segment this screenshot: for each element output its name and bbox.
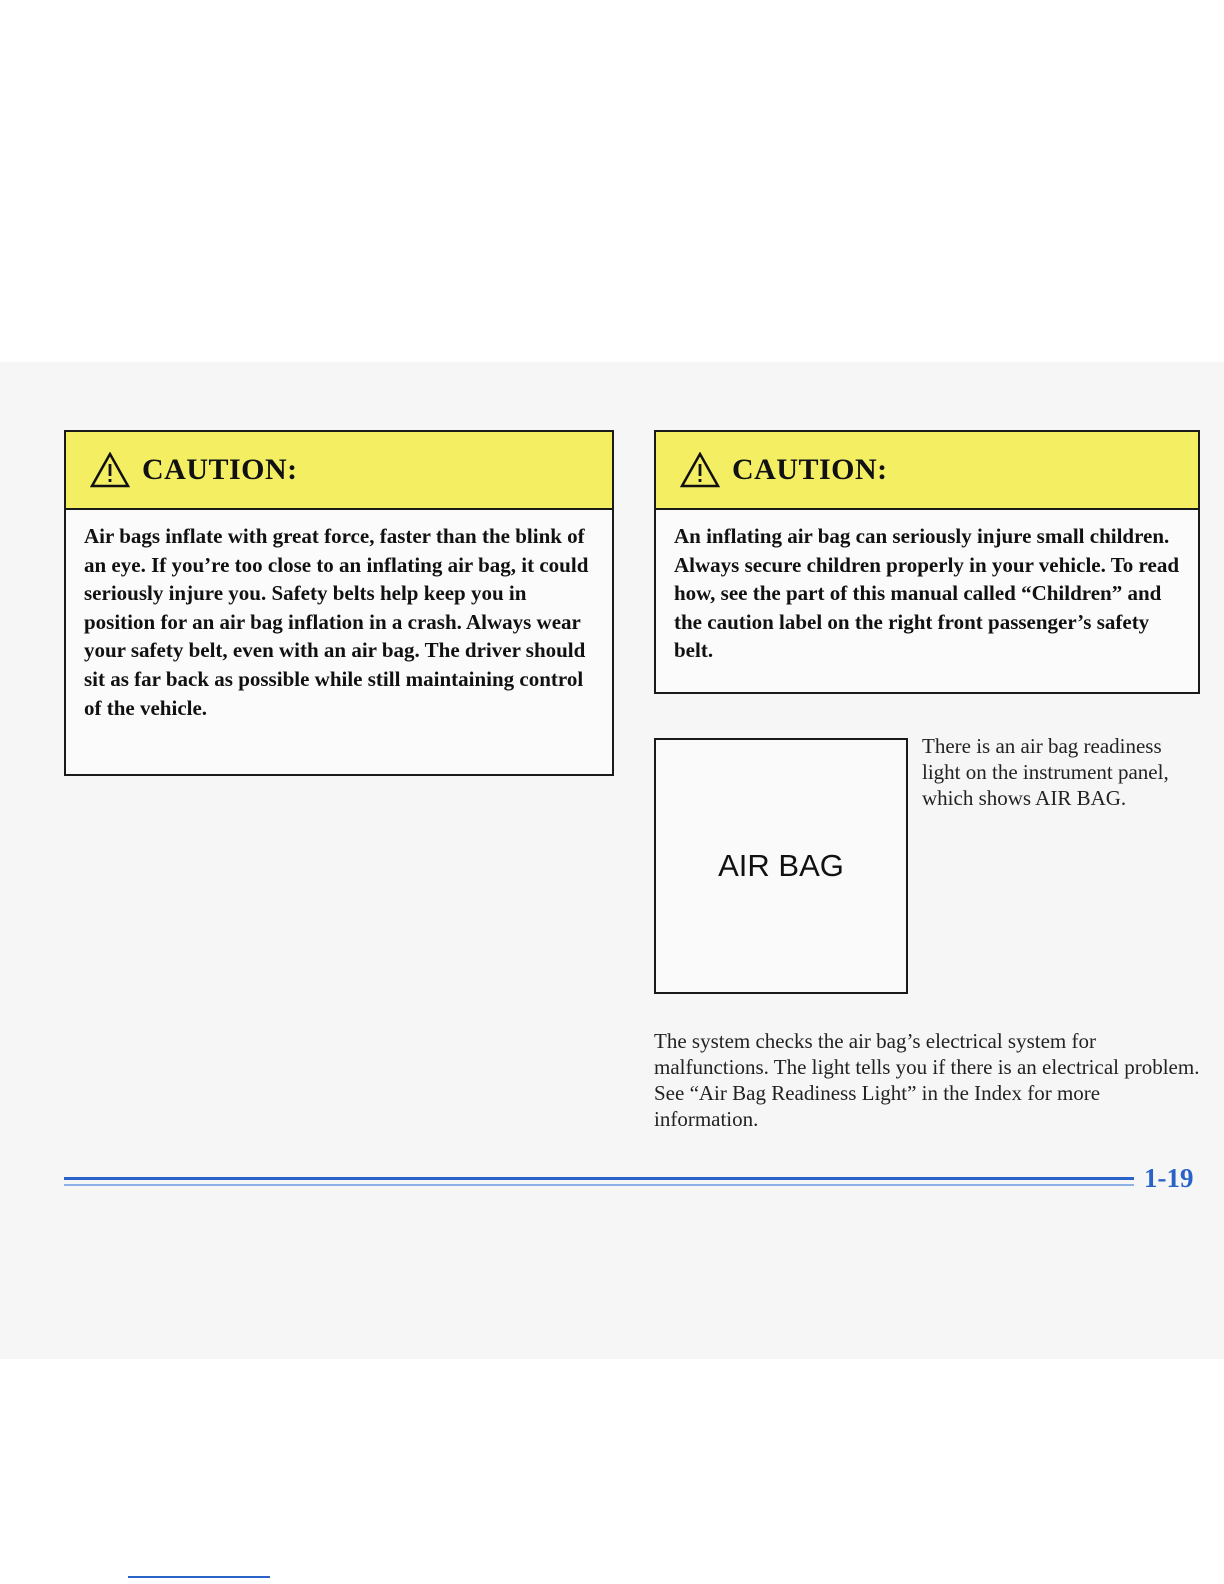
caution-title-left: CAUTION: (142, 453, 298, 486)
air-bag-indicator-image (654, 738, 908, 994)
caution-body-left: Air bags inflate with great force, faster than the blink of an eye. If you’re too close to an inflating air bag, it could seriously injure you. Safety belts help keep you in position for an air bag inflation in a crash. Always wear your safety belt, even with an air bag. The driver should sit as far back as possible while still maintaining control of the vehicle. (84, 524, 589, 720)
indicator-description: There is an air bag readiness light on the instrument panel, which shows AIR BAG. (922, 734, 1169, 810)
caution-title-right: CAUTION: (732, 453, 888, 486)
bottom-link-line (128, 1576, 270, 1578)
page-number: 1-19 (1144, 1163, 1194, 1193)
caution-box-right (654, 430, 1200, 694)
caution-header-left (66, 432, 612, 510)
system-paragraph: The system checks the air bag’s electrical system for malfunctions. The light tells you if there is an electrical problem. See “Air Bag Readiness Light” in the Index for more information. (654, 1029, 1200, 1131)
caution-box-left (64, 430, 614, 776)
air-bag-indicator-label: AIR BAG (718, 848, 844, 883)
footer-rule (64, 1177, 1134, 1180)
caution-body-right: An inflating air bag can seriously injure small children. Always secure children properly in your vehicle. To read how, see the part of this manual called “Children” and the caution label on the right front passenger’s safety belt. (674, 524, 1179, 663)
footer-rule-secondary (64, 1184, 1134, 1186)
warning-triangle-icon (680, 452, 720, 488)
warning-triangle-icon (90, 452, 130, 488)
caution-header-right (656, 432, 1198, 510)
